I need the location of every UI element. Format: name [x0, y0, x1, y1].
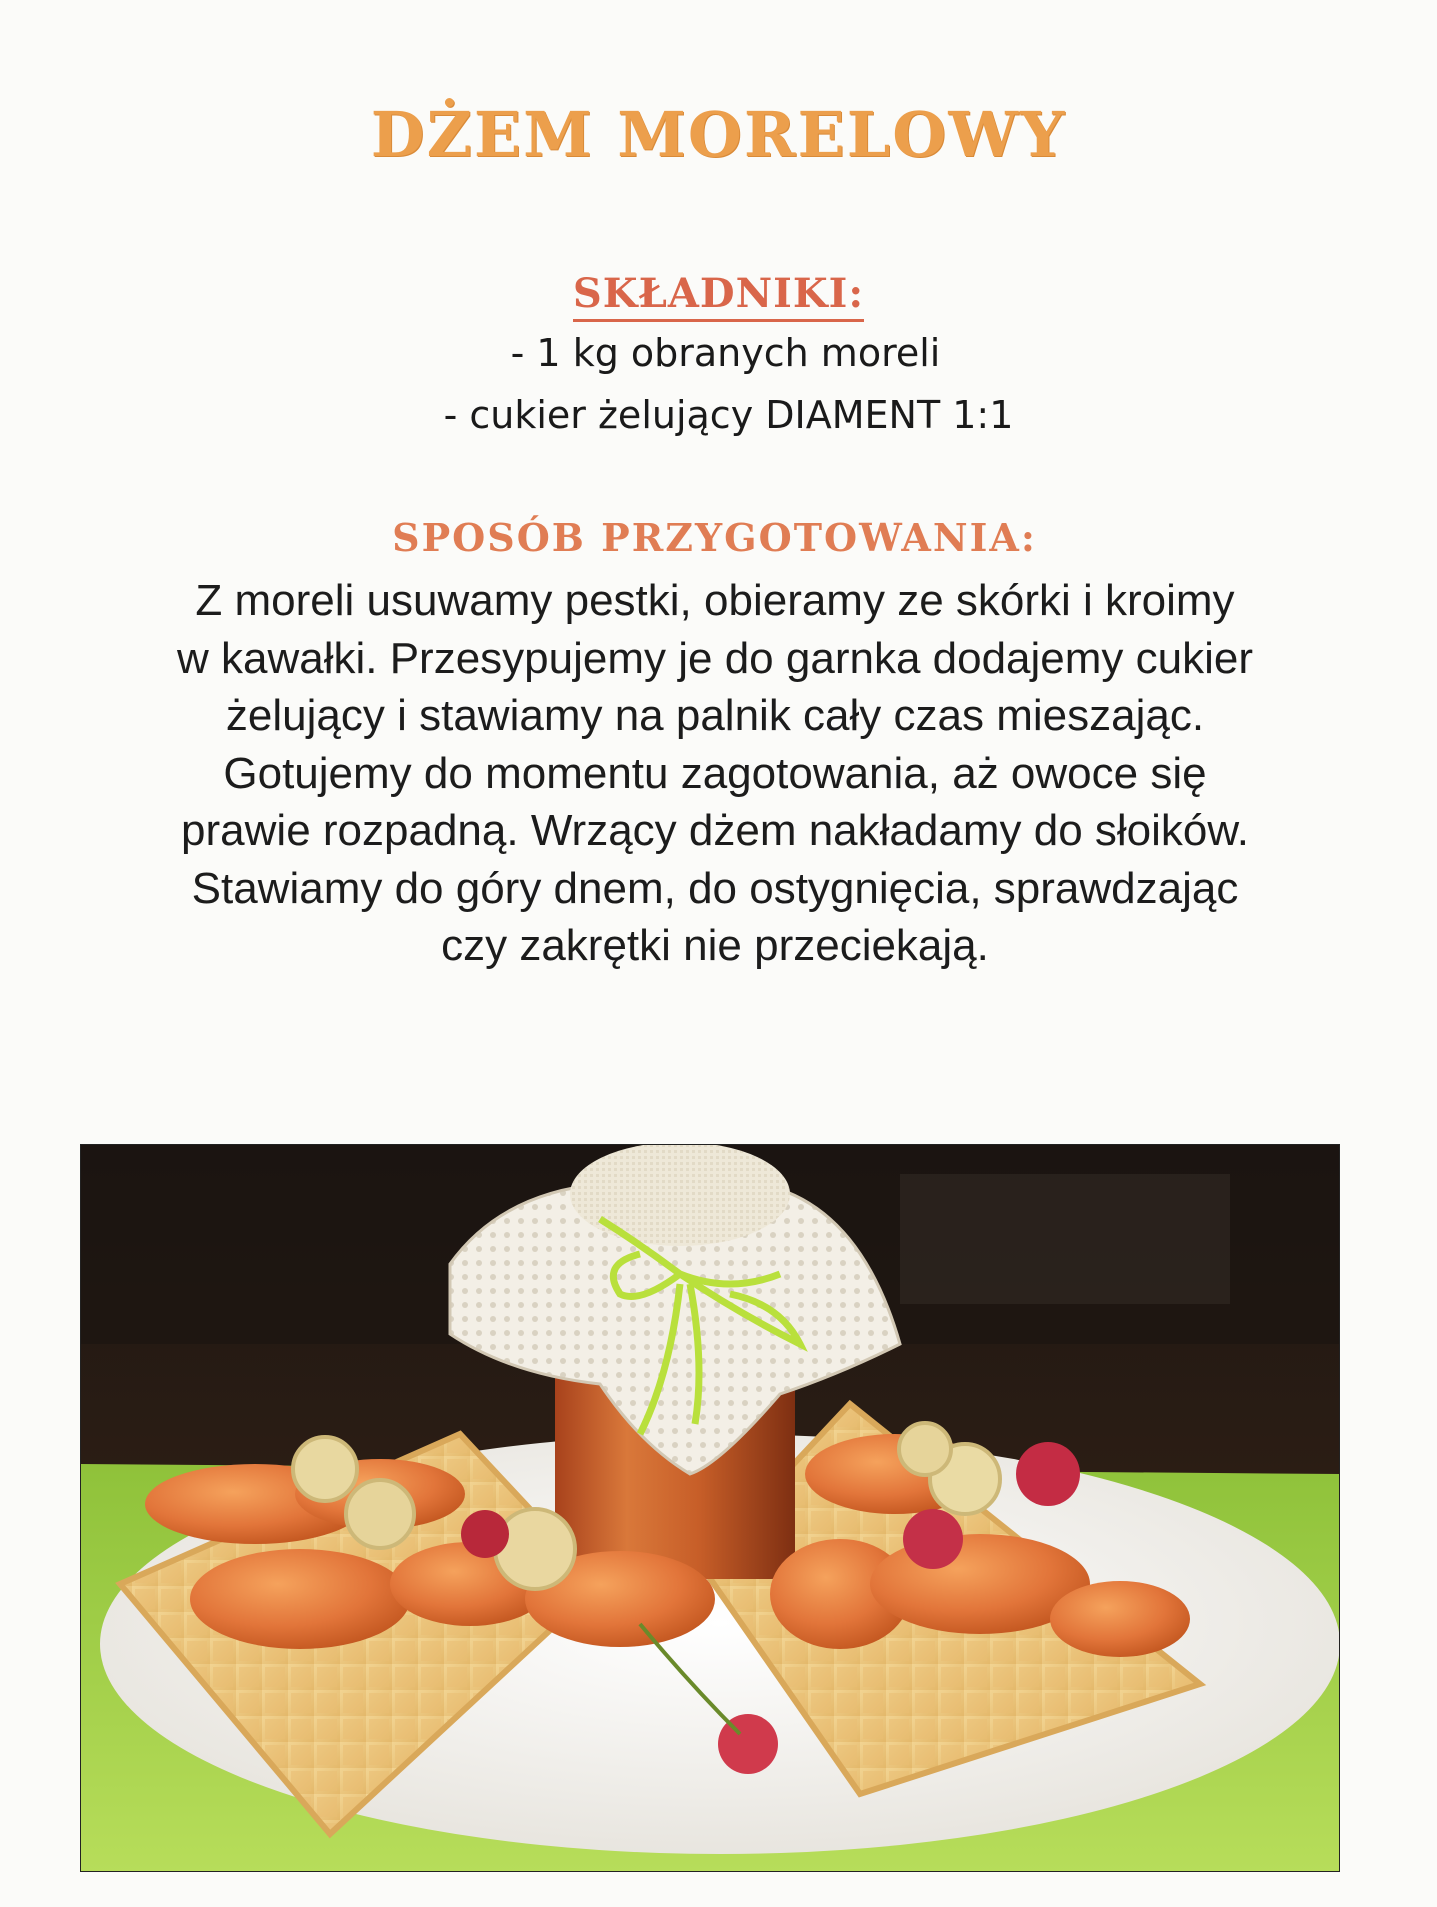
jam-and-waffles-illustration	[80, 1144, 1340, 1872]
preparation-line: prawie rozpadną. Wrzący dżem nakładamy do słoików.	[181, 806, 1249, 855]
preparation-line: w kawałki. Przesypujemy je do garnka dodajemy cukier	[176, 633, 1254, 683]
preparation-text	[90, 572, 1340, 975]
preparation-line: żelujący i stawiamy na palnik cały czas mieszając.	[225, 691, 1205, 740]
burlap-lid	[570, 1144, 790, 1246]
ingredients-list	[0, 322, 1437, 446]
ingredient-item: - cukier żelujący DIAMENT 1:1	[443, 393, 1014, 437]
recipe-photo	[80, 1144, 1340, 1872]
ingredients-heading	[0, 270, 1437, 317]
preparation-line: czy zakrętki nie przeciekają.	[441, 921, 989, 970]
preparation-line: Z moreli usuwamy pestki, obieramy ze skórki i kroimy	[195, 576, 1235, 625]
ingredient-item: - 1 kg obranych moreli	[510, 331, 941, 375]
ingredients-heading-text: SKŁADNIKI:	[573, 270, 864, 322]
preparation-line: Stawiamy do góry dnem, do ostygnięcia, sprawdzając	[191, 863, 1239, 913]
preparation-line: Gotujemy do momentu zagotowania, aż owoce się	[223, 748, 1207, 798]
preparation-heading: SPOSÓB PRZYGOTOWANIA:	[392, 515, 1037, 560]
recipe-title: DŻEM MORELOWY	[370, 98, 1067, 171]
